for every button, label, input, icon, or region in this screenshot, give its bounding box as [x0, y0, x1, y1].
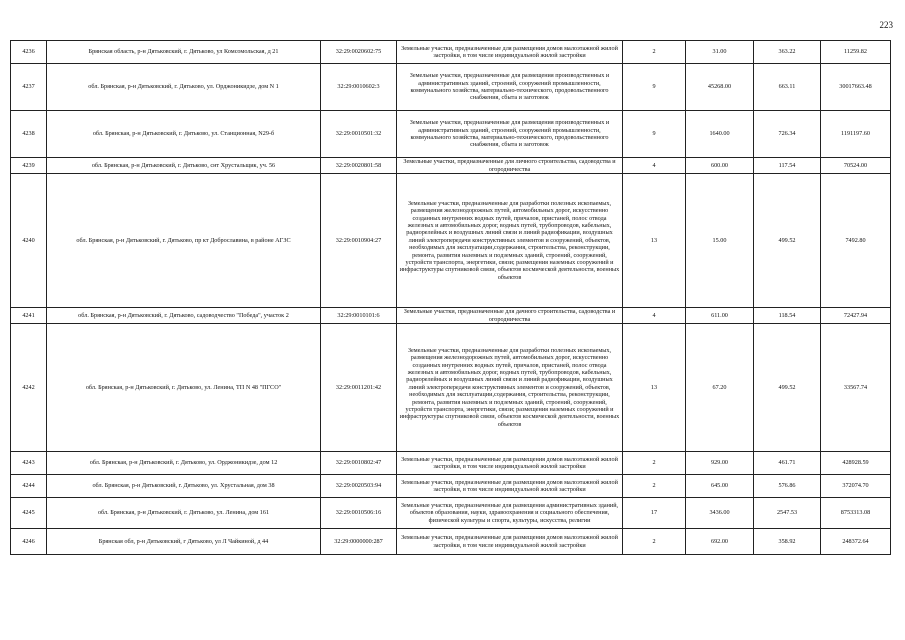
address-cell: обл. Брянская, р-н Дятьковский, г. Дятьково, садоводчество "Победа", участок 2 — [47, 308, 321, 324]
area-cell: 45268.00 — [686, 64, 754, 111]
table-row — [11, 475, 891, 498]
cadastral-number-cell: 32:29:0000000:287 — [321, 529, 397, 555]
land-use-cell: Земельные участки, предназначенные для разработки полезных ископаемых, размещения железнодорожных путей, автомобильных дорог, искусственно созданных внутренних водных путей, причалов, пристаней, полос отвода железных и автомобильных дорог, водных путей, трубопроводов, кабельных, радиорелейных и воздушных линий связи и линий радиофикации, воздушных линий электропередачи конструктивных элементов и сооружений, объектов, необходимых для эксплуатации,содержания, строительства, реконструкции, ремонта, развития наземных и подземных зданий, строений, сооружений, устройств транспорта, энергетики, связи; размещения наземных сооружений и инфраструктуры спутниковой связи, объектов космической деятельности, военных объектов — [397, 174, 623, 308]
address-cell: обл. Брянская, р-н Дятьковский, г. Дятьково, снт Хрустальщик, уч. 56 — [47, 158, 321, 174]
group-cell: 2 — [623, 475, 686, 498]
unit-cost-cell: 358.92 — [754, 529, 821, 555]
land-use-cell: Земельные участки, предназначенные для размещения домов малоэтажной жилой застройки, в том числе индивидуальной жилой застройки — [397, 529, 623, 555]
cadastral-number-cell: 32:29:0020602:75 — [321, 41, 397, 64]
unit-cost-cell: 726.34 — [754, 111, 821, 158]
cadastral-number-cell: 32:29:0010802:47 — [321, 452, 397, 475]
row-number: 4243 — [11, 452, 47, 475]
cadastral-value-cell: 8753313.08 — [821, 498, 891, 529]
table-row — [11, 498, 891, 529]
address-cell: Брянская обл, р-н Дятьковский, г Дятьково, ул Л Чайкиной, д 44 — [47, 529, 321, 555]
cadastral-value-cell: 248372.64 — [821, 529, 891, 555]
cadastral-value-cell: 70524.00 — [821, 158, 891, 174]
row-number: 4240 — [11, 174, 47, 308]
cadastral-value-cell: 72427.94 — [821, 308, 891, 324]
land-use-cell: Земельные участки, предназначенные для размещения домов малоэтажной жилой застройки, в том числе индивидуальной жилой застройки — [397, 475, 623, 498]
group-cell: 9 — [623, 64, 686, 111]
cadastral-value-cell: 1191197.60 — [821, 111, 891, 158]
area-cell: 645.00 — [686, 475, 754, 498]
land-use-cell: Земельные участки, предназначенные для размещения производственных и административных зданий, строений, сооружений промышленности, коммунального хозяйства, материально-технического, продовольственного снабжения, сбыта и заготовок — [397, 111, 623, 158]
address-cell: обл. Брянская, р-н Дятьковский, г. Дятьково, ул. Хрустальная, дом 38 — [47, 475, 321, 498]
table-row — [11, 324, 891, 452]
land-use-cell: Земельные участки, предназначенные для размещения производственных и административных зданий, строений, сооружений промышленности, коммунального хозяйства, материально-технического, продовольственного снабжения, сбыта и заготовок — [397, 64, 623, 111]
row-number: 4237 — [11, 64, 47, 111]
group-cell: 4 — [623, 158, 686, 174]
land-use-cell: Земельные участки, предназначенные для личного строительства, садоводства и огородничества — [397, 158, 623, 174]
cadastral-number-cell: 32:29:0010904:27 — [321, 174, 397, 308]
group-cell: 9 — [623, 111, 686, 158]
group-cell: 4 — [623, 308, 686, 324]
area-cell: 611.00 — [686, 308, 754, 324]
land-use-cell: Земельные участки, предназначенные для размещения домов малоэтажной жилой застройки, в том числе индивидуальной жилой застройки — [397, 41, 623, 64]
unit-cost-cell: 363.22 — [754, 41, 821, 64]
table-row — [11, 529, 891, 555]
group-cell: 2 — [623, 452, 686, 475]
area-cell: 67.20 — [686, 324, 754, 452]
cadastral-number-cell: 32:29:0010602:3 — [321, 64, 397, 111]
group-cell: 2 — [623, 41, 686, 64]
cadastral-number-cell: 32:29:0020503:94 — [321, 475, 397, 498]
row-number: 4239 — [11, 158, 47, 174]
unit-cost-cell: 663.11 — [754, 64, 821, 111]
unit-cost-cell: 499.52 — [754, 174, 821, 308]
cadastral-value-cell: 372074.70 — [821, 475, 891, 498]
cadastral-value-cell: 7492.80 — [821, 174, 891, 308]
area-cell: 1640.00 — [686, 111, 754, 158]
cadastral-number-cell: 32:29:0010506:16 — [321, 498, 397, 529]
row-number: 4236 — [11, 41, 47, 64]
area-cell: 15.00 — [686, 174, 754, 308]
unit-cost-cell: 461.71 — [754, 452, 821, 475]
table-row — [11, 64, 891, 111]
row-number: 4246 — [11, 529, 47, 555]
address-cell: обл. Брянская, р-н Дятьковский, г. Дятьково, ул. Станционная, N29-б — [47, 111, 321, 158]
cadastral-number-cell: 32:29:0011201:42 — [321, 324, 397, 452]
address-cell: обл. Брянская, р-н Дятьковский, г. Дятьково, ул. Ленина, дом 161 — [47, 498, 321, 529]
row-number: 4242 — [11, 324, 47, 452]
table-row — [11, 174, 891, 308]
table-row — [11, 308, 891, 324]
cadastral-number-cell: 32:29:0010501:32 — [321, 111, 397, 158]
area-cell: 929.00 — [686, 452, 754, 475]
table-row — [11, 41, 891, 64]
table-row — [11, 452, 891, 475]
cadastral-number-cell: 32:29:0010101:6 — [321, 308, 397, 324]
address-cell: обл. Брянская, р-н Дятьковский, г. Дятьково, пр кт Доброславина, в районе АГЗС — [47, 174, 321, 308]
table-row — [11, 158, 891, 174]
address-cell: обл. Брянская, р-н Дятьковский, г. Дятьково, ул. Ленина, ТП N 48 "ПГСО" — [47, 324, 321, 452]
unit-cost-cell: 576.86 — [754, 475, 821, 498]
cadastral-value-cell: 33567.74 — [821, 324, 891, 452]
cadastral-value-cell: 30017663.48 — [821, 64, 891, 111]
land-use-cell: Земельные участки, предназначенные для размещения домов малоэтажной жилой застройки, в том числе индивидуальной жилой застройки — [397, 452, 623, 475]
address-cell: обл. Брянская, р-н Дятьковский, г. Дятьково, ул. Орджоникидзе, дом N 1 — [47, 64, 321, 111]
row-number: 4244 — [11, 475, 47, 498]
unit-cost-cell: 2547.53 — [754, 498, 821, 529]
land-registry-table — [10, 40, 891, 555]
address-cell: Брянская область, р-н Дятьковский, г. Дятьково, ул Комсомольская, д 21 — [47, 41, 321, 64]
area-cell: 3436.00 — [686, 498, 754, 529]
area-cell: 31.00 — [686, 41, 754, 64]
cadastral-value-cell: 11259.82 — [821, 41, 891, 64]
address-cell: обл. Брянская, р-н Дятьковский, г. Дятьково, ул. Орджоникидзе, дом 12 — [47, 452, 321, 475]
area-cell: 600.00 — [686, 158, 754, 174]
page-number: 223 — [879, 20, 893, 30]
cadastral-number-cell: 32:29:0020801:58 — [321, 158, 397, 174]
row-number: 4241 — [11, 308, 47, 324]
unit-cost-cell: 117.54 — [754, 158, 821, 174]
group-cell: 13 — [623, 174, 686, 308]
land-use-cell: Земельные участки, предназначенные для разработки полезных ископаемых, размещения железнодорожных путей, автомобильных дорог, искусственно созданных внутренних водных путей, причалов, пристаней, полос отвода железных и автомобильных дорог, водных путей, трубопроводов, кабельных, радиорелейных и воздушных линий связи и линий радиофикации, воздушных линий электропередачи конструктивных элементов и сооружений, объектов, необходимых для эксплуатации,содержания, строительства, реконструкции, ремонта, развития наземных и подземных зданий, строений, сооружений, устройств транспорта, энергетики, связи; размещения наземных сооружений и инфраструктуры спутниковой связи, объектов космической деятельности, военных объектов — [397, 324, 623, 452]
group-cell: 2 — [623, 529, 686, 555]
group-cell: 13 — [623, 324, 686, 452]
cadastral-value-cell: 428928.59 — [821, 452, 891, 475]
area-cell: 692.00 — [686, 529, 754, 555]
unit-cost-cell: 118.54 — [754, 308, 821, 324]
table-row — [11, 111, 891, 158]
row-number: 4245 — [11, 498, 47, 529]
unit-cost-cell: 499.52 — [754, 324, 821, 452]
land-use-cell: Земельные участки, предназначенные для размещения административных зданий, объектов образования, науки, здравоохранения и социального обеспечения, физической культуры и спорта, культуры, искусства, религии — [397, 498, 623, 529]
land-use-cell: Земельные участки, предназначенные для дачного строительства, садоводства и огородничества — [397, 308, 623, 324]
row-number: 4238 — [11, 111, 47, 158]
group-cell: 17 — [623, 498, 686, 529]
